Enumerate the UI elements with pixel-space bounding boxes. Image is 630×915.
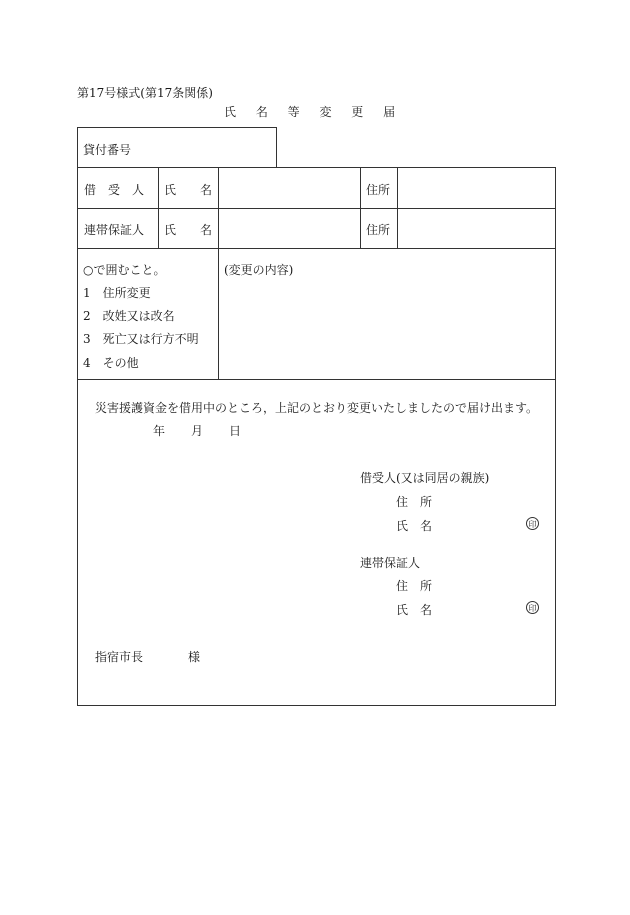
- option-label: 住所変更: [102, 286, 151, 300]
- option-number: 4: [83, 356, 91, 370]
- declaration-text: 災害援護資金を借用中のところ，上記のとおり変更いたしましたので届け出ます。: [95, 401, 539, 415]
- loan-number-label: 貸付番号: [83, 143, 132, 157]
- borrower-address-label: 住所: [366, 183, 391, 197]
- guarantor-sign-address-field[interactable]: [440, 573, 540, 593]
- option-item[interactable]: [83, 284, 151, 301]
- guarantor-name-field[interactable]: [219, 209, 359, 247]
- seal-icon: 印: [526, 517, 539, 530]
- date-day: 日: [229, 424, 242, 438]
- title-char: 変: [319, 105, 332, 119]
- guarantor-label: 連帯保証人: [84, 223, 145, 237]
- borrower-address-field[interactable]: [398, 168, 555, 207]
- option-item[interactable]: [83, 307, 175, 324]
- date-month: 月: [191, 424, 204, 438]
- borrower-sign-address-field[interactable]: [440, 489, 540, 509]
- option-item[interactable]: [83, 330, 199, 347]
- row-divider: [77, 379, 556, 380]
- honorific: 様: [188, 650, 201, 664]
- borrower-name-field[interactable]: [219, 168, 359, 207]
- borrower-name-label: 氏 名: [164, 183, 213, 197]
- borrower-label: 借 受 人: [84, 183, 145, 197]
- guarantor-address-label: 住所: [366, 223, 391, 237]
- change-content-label: (変更の内容): [224, 263, 294, 277]
- option-number: 2: [83, 309, 91, 323]
- form-number: 第17号様式(第17条関係): [77, 86, 213, 100]
- option-label: 死亡又は行方不明: [102, 332, 199, 346]
- title-char: 更: [351, 105, 364, 119]
- borrower-sign-address-label: 住 所: [396, 495, 433, 509]
- change-content-field[interactable]: [219, 280, 555, 378]
- guarantor-sign-address-label: 住 所: [396, 579, 433, 593]
- borrower-sign-name-label: 氏 名: [396, 519, 433, 533]
- guarantor-sign-name-field[interactable]: [440, 597, 520, 617]
- guarantor-sign-name-label: 氏 名: [396, 603, 433, 617]
- signer-guarantor-label: 連帯保証人: [360, 556, 421, 570]
- addressee: 指宿市長: [95, 650, 144, 664]
- guarantor-address-field[interactable]: [398, 209, 555, 247]
- title-char: 氏: [223, 105, 236, 119]
- title-char: 等: [287, 105, 300, 119]
- borrower-sign-name-field[interactable]: [440, 513, 520, 533]
- title-char: 届: [383, 105, 396, 119]
- seal-icon: 印: [526, 601, 539, 614]
- option-number: 1: [83, 286, 91, 300]
- signer-borrower-label: 借受人(又は同居の親族): [360, 471, 490, 485]
- form-title: [216, 103, 403, 120]
- title-char: 名: [255, 105, 268, 119]
- col-divider: [360, 167, 361, 248]
- date-line: [153, 422, 241, 439]
- date-year: 年: [153, 424, 166, 438]
- guarantor-name-label: 氏 名: [164, 223, 213, 237]
- option-item[interactable]: [83, 354, 139, 371]
- col-divider: [158, 167, 159, 248]
- circle-instruction: ○で囲むこと。: [83, 263, 166, 277]
- option-label: 改姓又は改名: [102, 309, 175, 323]
- option-number: 3: [83, 332, 91, 346]
- row-divider: [77, 248, 556, 249]
- option-label: その他: [102, 356, 139, 370]
